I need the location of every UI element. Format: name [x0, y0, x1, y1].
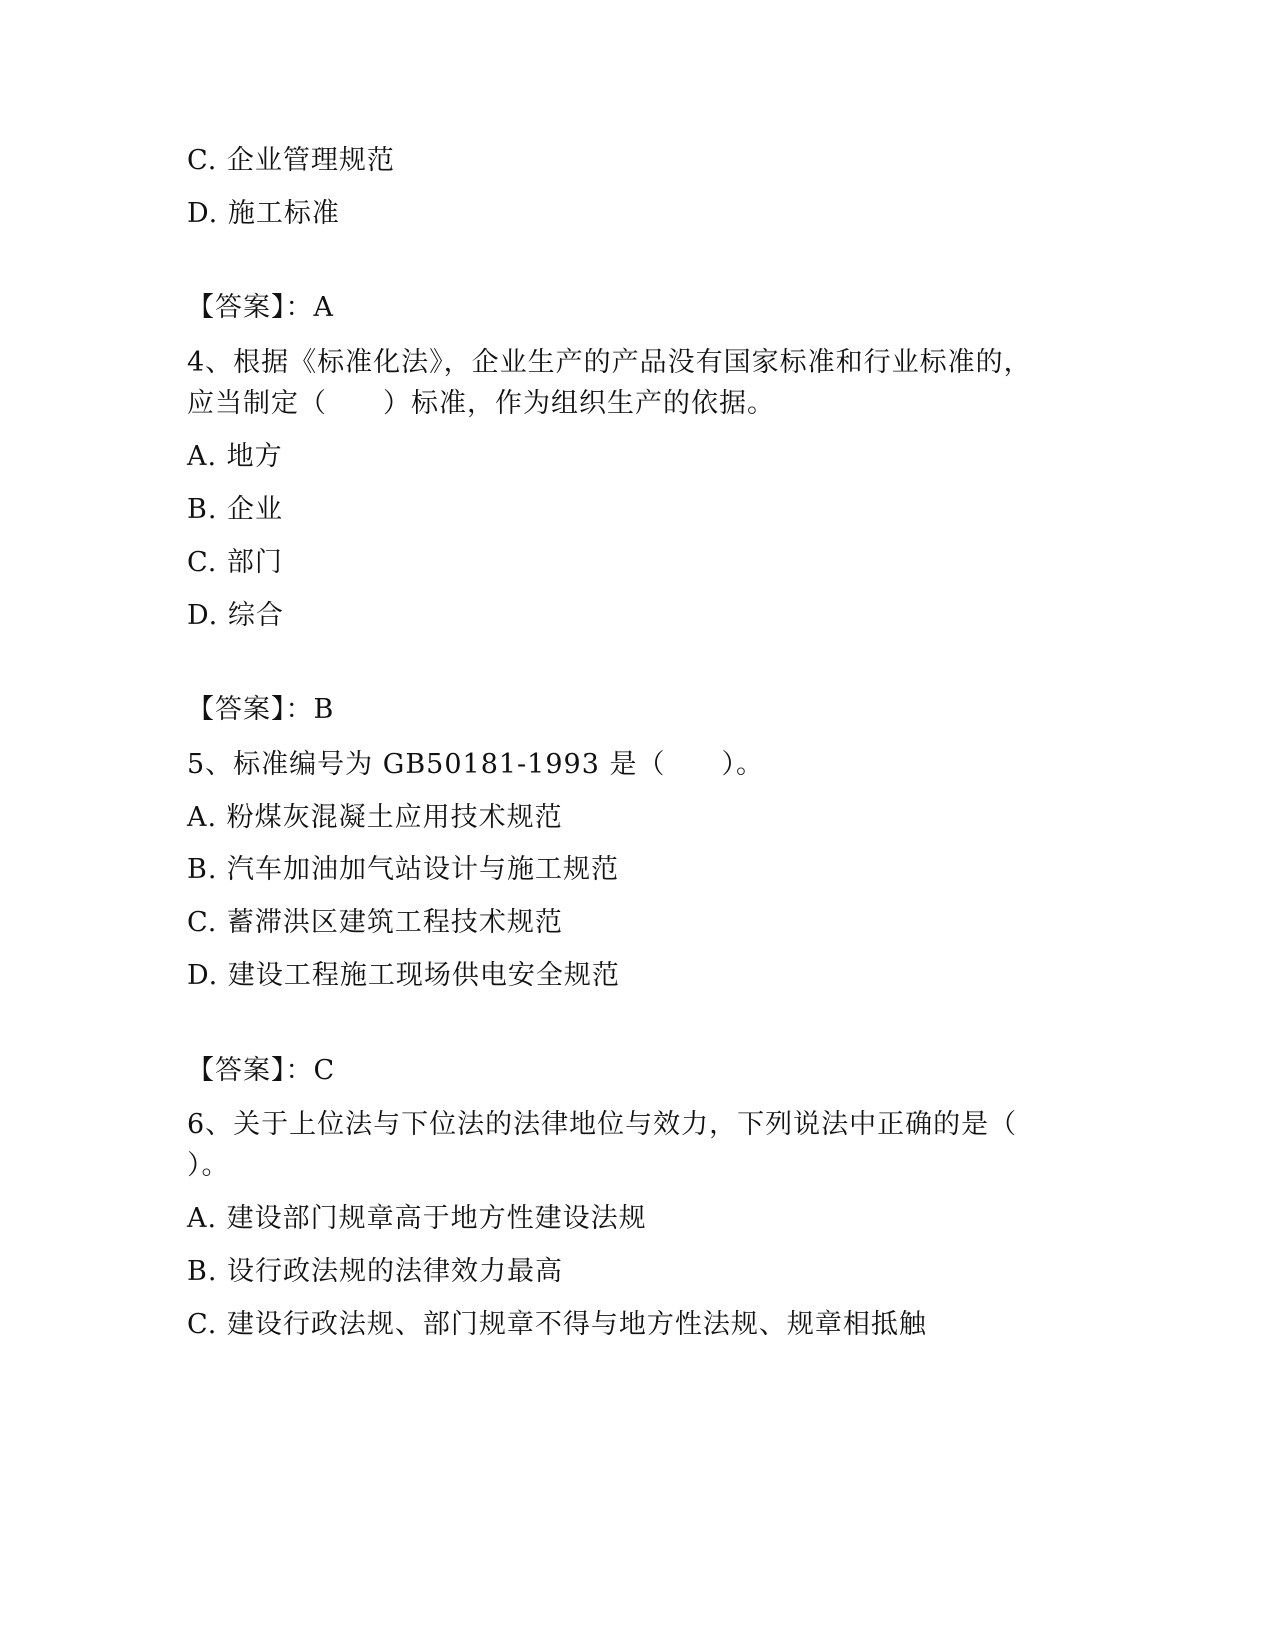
q5-option-c: C. 蓄滞洪区建筑工程技术规范	[187, 907, 563, 938]
q6-stem-line-1: 6、关于上位法与下位法的法律地位与效力，下列说法中正确的是（	[187, 1109, 1018, 1140]
q6-option-c: C. 建设行政法规、部门规章不得与地方性法规、规章相抵触	[187, 1309, 927, 1340]
q5-option-a: A. 粉煤灰混凝土应用技术规范	[187, 802, 563, 833]
q4-stem-line-2: 应当制定（ ）标准，作为组织生产的依据。	[187, 388, 775, 419]
q4-answer: 【答案】：B	[187, 694, 335, 725]
q3-answer: 【答案】：A	[187, 292, 334, 323]
q6-option-a: A. 建设部门规章高于地方性建设法规	[187, 1203, 647, 1234]
q6-option-b: B. 设行政法规的法律效力最高	[187, 1256, 564, 1287]
q3-option-c: C. 企业管理规范	[187, 145, 395, 176]
q5-option-b: B. 汽车加油加气站设计与施工规范	[187, 854, 620, 885]
q5-answer: 【答案】：C	[187, 1055, 336, 1086]
q5-option-d: D. 建设工程施工现场供电安全规范	[187, 960, 620, 991]
q4-option-b: B. 企业	[187, 494, 284, 525]
q4-stem-line-1: 4、根据《标准化法》，企业生产的产品没有国家标准和行业标准的，	[187, 347, 1032, 378]
q6-stem-line-2: ）。	[187, 1150, 230, 1181]
q3-option-d: D. 施工标准	[187, 198, 340, 229]
q5-stem: 5、标准编号为 GB50181-1993 是（ ）。	[187, 749, 764, 780]
q4-option-a: A. 地方	[187, 441, 283, 472]
q4-option-d: D. 综合	[187, 600, 284, 631]
q4-option-c: C. 部门	[187, 547, 283, 578]
